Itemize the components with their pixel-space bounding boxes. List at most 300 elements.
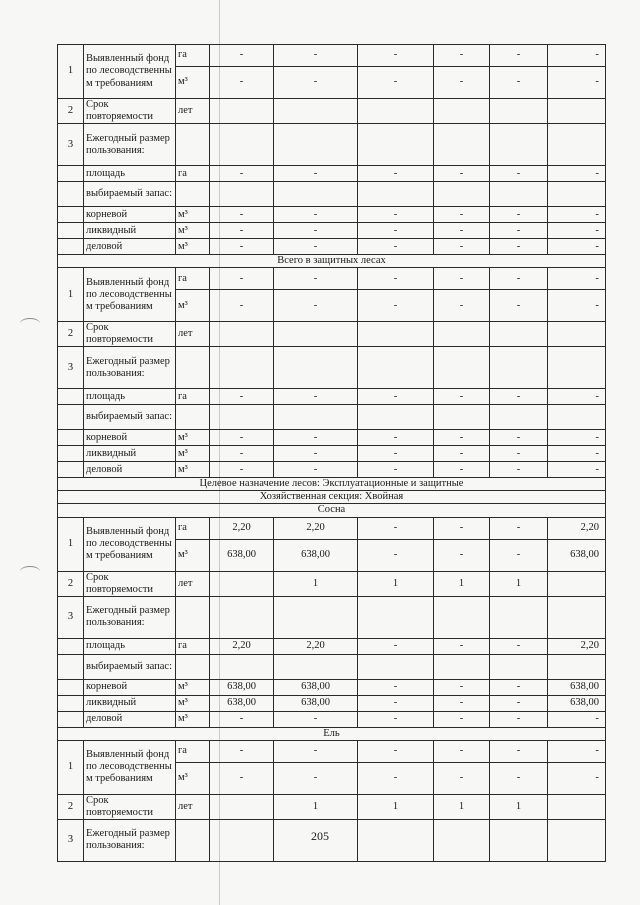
value-cell: - <box>490 446 548 462</box>
value-cell: - <box>434 679 490 695</box>
value-cell: - <box>434 539 490 571</box>
value-cell: - <box>358 711 434 727</box>
value-cell: - <box>358 430 434 446</box>
value-cell: - <box>210 462 274 478</box>
unit-cell: м³ <box>176 430 210 446</box>
value-cell: - <box>274 430 358 446</box>
value-cell <box>210 124 274 166</box>
value-cell <box>274 405 358 430</box>
row-label: площадь <box>84 638 176 654</box>
section-title: Хозяйственная секция: Хвойная <box>58 491 606 504</box>
value-cell: - <box>274 462 358 478</box>
value-cell: - <box>548 223 606 239</box>
row-label: корневой <box>84 430 176 446</box>
value-cell <box>210 794 274 819</box>
row-number: 1 <box>58 45 84 99</box>
value-cell: - <box>358 45 434 67</box>
value-cell <box>434 654 490 679</box>
table-row <box>58 430 606 446</box>
row-label: ликвидный <box>84 695 176 711</box>
row-label: деловой <box>84 711 176 727</box>
section-header-row <box>58 491 606 504</box>
table-row <box>58 347 606 389</box>
value-cell <box>358 322 434 347</box>
value-cell <box>434 347 490 389</box>
value-cell: - <box>274 268 358 290</box>
value-cell: - <box>358 67 434 99</box>
value-cell: - <box>274 389 358 405</box>
value-cell: - <box>548 268 606 290</box>
row-number <box>58 207 84 223</box>
table-row <box>58 711 606 727</box>
value-cell <box>274 124 358 166</box>
value-cell: 638,00 <box>210 679 274 695</box>
value-cell: - <box>490 290 548 322</box>
table-row <box>58 446 606 462</box>
value-cell: - <box>434 762 490 794</box>
row-number <box>58 638 84 654</box>
section-header-row <box>58 255 606 268</box>
value-cell: 1 <box>490 571 548 596</box>
unit-cell: м³ <box>176 679 210 695</box>
value-cell <box>358 347 434 389</box>
row-label: Ежегодный размер пользования: <box>84 819 176 861</box>
value-cell: - <box>434 430 490 446</box>
value-cell <box>548 182 606 207</box>
value-cell: 638,00 <box>548 539 606 571</box>
unit-cell: м³ <box>176 446 210 462</box>
value-cell: - <box>490 166 548 182</box>
row-number: 3 <box>58 596 84 638</box>
value-cell: - <box>434 290 490 322</box>
row-label: Ежегодный размер пользования: <box>84 347 176 389</box>
row-label: Выявленный фонд по лесоводственны м требованиям <box>84 740 176 794</box>
unit-cell: лет <box>176 571 210 596</box>
value-cell: 1 <box>358 794 434 819</box>
value-cell <box>210 571 274 596</box>
value-cell <box>548 794 606 819</box>
value-cell: - <box>490 462 548 478</box>
value-cell: - <box>490 539 548 571</box>
value-cell: - <box>490 268 548 290</box>
value-cell: - <box>434 239 490 255</box>
value-cell: 638,00 <box>210 539 274 571</box>
table-row <box>58 462 606 478</box>
row-label: Срок повторяемости <box>84 571 176 596</box>
section-title: Ель <box>58 727 606 740</box>
row-label: ликвидный <box>84 223 176 239</box>
row-number <box>58 679 84 695</box>
value-cell <box>210 654 274 679</box>
row-number <box>58 430 84 446</box>
table-row <box>58 695 606 711</box>
row-label: выбираемый запас: <box>84 654 176 679</box>
value-cell: - <box>210 45 274 67</box>
value-cell: 2,20 <box>210 517 274 539</box>
punch-hole-mark <box>20 566 40 577</box>
value-cell: - <box>490 239 548 255</box>
value-cell: - <box>358 446 434 462</box>
value-cell <box>358 99 434 124</box>
row-label: Ежегодный размер пользования: <box>84 596 176 638</box>
value-cell: - <box>274 740 358 762</box>
row-number <box>58 223 84 239</box>
unit-cell: га <box>176 45 210 67</box>
value-cell: - <box>548 45 606 67</box>
unit-cell <box>176 182 210 207</box>
value-cell <box>210 99 274 124</box>
value-cell: - <box>358 462 434 478</box>
section-title: Всего в защитных лесах <box>58 255 606 268</box>
value-cell: - <box>210 389 274 405</box>
value-cell: 638,00 <box>274 539 358 571</box>
value-cell <box>548 124 606 166</box>
value-cell: - <box>490 762 548 794</box>
value-cell: - <box>434 740 490 762</box>
value-cell: - <box>548 711 606 727</box>
row-label: Срок повторяемости <box>84 794 176 819</box>
value-cell: - <box>210 239 274 255</box>
value-cell: 638,00 <box>274 679 358 695</box>
value-cell <box>490 405 548 430</box>
value-cell: - <box>548 462 606 478</box>
value-cell <box>548 322 606 347</box>
unit-cell: лет <box>176 322 210 347</box>
value-cell: - <box>358 638 434 654</box>
value-cell: 1 <box>274 794 358 819</box>
value-cell: - <box>434 45 490 67</box>
unit-cell: м³ <box>176 207 210 223</box>
value-cell: - <box>434 67 490 99</box>
row-label: Срок повторяемости <box>84 99 176 124</box>
value-cell: - <box>490 389 548 405</box>
row-label: деловой <box>84 462 176 478</box>
value-cell <box>210 182 274 207</box>
value-cell <box>274 347 358 389</box>
value-cell: - <box>210 430 274 446</box>
unit-cell: лет <box>176 99 210 124</box>
value-cell: - <box>274 67 358 99</box>
section-header-row <box>58 727 606 740</box>
value-cell <box>210 347 274 389</box>
page-number: 205 <box>311 829 329 843</box>
value-cell <box>210 405 274 430</box>
value-cell <box>490 182 548 207</box>
value-cell: - <box>548 290 606 322</box>
value-cell <box>548 347 606 389</box>
row-label: Выявленный фонд по лесоводственны м требованиям <box>84 45 176 99</box>
value-cell: - <box>490 430 548 446</box>
value-cell: - <box>358 166 434 182</box>
value-cell: - <box>210 762 274 794</box>
value-cell: - <box>434 462 490 478</box>
value-cell: - <box>274 711 358 727</box>
value-cell: - <box>274 446 358 462</box>
unit-cell: га <box>176 166 210 182</box>
row-label: выбираемый запас: <box>84 182 176 207</box>
value-cell: - <box>210 740 274 762</box>
value-cell: - <box>490 223 548 239</box>
value-cell <box>490 322 548 347</box>
table-row <box>58 166 606 182</box>
value-cell <box>548 596 606 638</box>
unit-cell: м³ <box>176 762 210 794</box>
value-cell: - <box>434 695 490 711</box>
value-cell: - <box>548 166 606 182</box>
value-cell: - <box>548 389 606 405</box>
table-row <box>58 223 606 239</box>
table-row <box>58 182 606 207</box>
value-cell: - <box>210 67 274 99</box>
table-row <box>58 638 606 654</box>
row-number <box>58 695 84 711</box>
value-cell: - <box>434 207 490 223</box>
value-cell: - <box>548 740 606 762</box>
value-cell: - <box>490 45 548 67</box>
table-row <box>58 596 606 638</box>
row-number: 2 <box>58 571 84 596</box>
value-cell <box>490 124 548 166</box>
row-label: площадь <box>84 389 176 405</box>
value-cell <box>274 99 358 124</box>
row-label: корневой <box>84 207 176 223</box>
unit-cell <box>176 405 210 430</box>
unit-cell: м³ <box>176 695 210 711</box>
row-number <box>58 182 84 207</box>
value-cell: 638,00 <box>210 695 274 711</box>
unit-cell: м³ <box>176 223 210 239</box>
value-cell: - <box>358 239 434 255</box>
value-cell: - <box>358 268 434 290</box>
unit-cell: лет <box>176 794 210 819</box>
unit-cell: м³ <box>176 711 210 727</box>
row-label: Срок повторяемости <box>84 322 176 347</box>
row-number <box>58 166 84 182</box>
unit-cell: м³ <box>176 239 210 255</box>
value-cell: - <box>358 290 434 322</box>
value-cell: 1 <box>434 794 490 819</box>
value-cell <box>434 124 490 166</box>
value-cell: - <box>210 290 274 322</box>
value-cell <box>358 596 434 638</box>
value-cell: - <box>548 67 606 99</box>
value-cell <box>274 654 358 679</box>
table-row <box>58 239 606 255</box>
value-cell <box>210 596 274 638</box>
value-cell: - <box>358 740 434 762</box>
value-cell <box>548 571 606 596</box>
value-cell <box>490 654 548 679</box>
value-cell <box>548 99 606 124</box>
value-cell: - <box>434 711 490 727</box>
table-row <box>58 268 606 290</box>
value-cell <box>490 347 548 389</box>
value-cell: - <box>358 762 434 794</box>
value-cell <box>548 405 606 430</box>
value-cell: - <box>358 679 434 695</box>
value-cell: - <box>274 762 358 794</box>
value-cell: - <box>490 711 548 727</box>
value-cell: 2,20 <box>210 638 274 654</box>
unit-cell <box>176 124 210 166</box>
row-label: деловой <box>84 239 176 255</box>
section-header-row <box>58 504 606 517</box>
value-cell <box>358 182 434 207</box>
row-number: 2 <box>58 322 84 347</box>
table-row <box>58 45 606 67</box>
value-cell <box>358 654 434 679</box>
value-cell: - <box>434 268 490 290</box>
value-cell: 638,00 <box>548 695 606 711</box>
value-cell: - <box>434 517 490 539</box>
row-label: корневой <box>84 679 176 695</box>
table-row <box>58 389 606 405</box>
value-cell <box>434 405 490 430</box>
value-cell: 2,20 <box>548 517 606 539</box>
row-number: 2 <box>58 794 84 819</box>
table-row <box>58 322 606 347</box>
value-cell <box>210 322 274 347</box>
row-number <box>58 711 84 727</box>
row-label: Выявленный фонд по лесоводственны м требованиям <box>84 517 176 571</box>
row-number: 2 <box>58 99 84 124</box>
value-cell: 2,20 <box>274 517 358 539</box>
unit-cell: га <box>176 517 210 539</box>
value-cell <box>274 596 358 638</box>
value-cell: - <box>490 695 548 711</box>
value-cell: - <box>274 45 358 67</box>
value-cell: 1 <box>434 571 490 596</box>
row-number <box>58 462 84 478</box>
row-number: 3 <box>58 819 84 861</box>
punch-hole-mark <box>20 318 40 329</box>
value-cell <box>434 99 490 124</box>
row-number: 3 <box>58 124 84 166</box>
value-cell: - <box>434 638 490 654</box>
value-cell: - <box>210 223 274 239</box>
table-row <box>58 740 606 762</box>
value-cell: 2,20 <box>274 638 358 654</box>
value-cell <box>490 99 548 124</box>
table-row <box>58 99 606 124</box>
unit-cell: м³ <box>176 67 210 99</box>
value-cell: 638,00 <box>274 695 358 711</box>
row-number: 1 <box>58 517 84 571</box>
value-cell: - <box>548 762 606 794</box>
value-cell <box>434 322 490 347</box>
row-number <box>58 654 84 679</box>
row-number: 3 <box>58 347 84 389</box>
value-cell: - <box>274 166 358 182</box>
value-cell: 1 <box>490 794 548 819</box>
row-number: 1 <box>58 268 84 322</box>
value-cell: - <box>274 207 358 223</box>
value-cell: - <box>548 430 606 446</box>
table-row <box>58 124 606 166</box>
value-cell: - <box>490 517 548 539</box>
value-cell: - <box>210 268 274 290</box>
value-cell: - <box>358 207 434 223</box>
unit-cell <box>176 596 210 638</box>
row-label: ликвидный <box>84 446 176 462</box>
value-cell: - <box>358 695 434 711</box>
row-label: Ежегодный размер пользования: <box>84 124 176 166</box>
value-cell: - <box>548 207 606 223</box>
value-cell <box>490 596 548 638</box>
row-label: Выявленный фонд по лесоводственны м требованиям <box>84 268 176 322</box>
value-cell: - <box>358 517 434 539</box>
value-cell: - <box>210 207 274 223</box>
value-cell: - <box>490 740 548 762</box>
section-title: Сосна <box>58 504 606 517</box>
value-cell: - <box>210 166 274 182</box>
value-cell: - <box>434 223 490 239</box>
value-cell: - <box>434 166 490 182</box>
unit-cell: га <box>176 268 210 290</box>
value-cell <box>274 322 358 347</box>
table-row <box>58 571 606 596</box>
value-cell: - <box>358 223 434 239</box>
value-cell <box>434 182 490 207</box>
value-cell: - <box>490 207 548 223</box>
section-header-row <box>58 478 606 491</box>
value-cell <box>358 124 434 166</box>
unit-cell: м³ <box>176 462 210 478</box>
value-cell: - <box>274 239 358 255</box>
value-cell: - <box>490 679 548 695</box>
unit-cell: м³ <box>176 539 210 571</box>
value-cell: - <box>548 239 606 255</box>
table-row <box>58 679 606 695</box>
table-row <box>58 405 606 430</box>
row-number <box>58 239 84 255</box>
value-cell: - <box>548 446 606 462</box>
table-row <box>58 517 606 539</box>
row-number <box>58 405 84 430</box>
value-cell: 638,00 <box>548 679 606 695</box>
unit-cell: га <box>176 740 210 762</box>
value-cell: - <box>358 389 434 405</box>
value-cell: - <box>274 223 358 239</box>
value-cell: - <box>434 446 490 462</box>
forest-use-table <box>57 44 606 862</box>
unit-cell <box>176 347 210 389</box>
value-cell <box>548 654 606 679</box>
row-number: 1 <box>58 740 84 794</box>
value-cell <box>274 182 358 207</box>
value-cell: 1 <box>274 571 358 596</box>
row-number <box>58 446 84 462</box>
unit-cell: га <box>176 638 210 654</box>
row-number <box>58 389 84 405</box>
unit-cell <box>176 654 210 679</box>
value-cell: - <box>210 711 274 727</box>
value-cell: - <box>490 638 548 654</box>
value-cell: - <box>210 446 274 462</box>
value-cell <box>358 405 434 430</box>
table-row <box>58 794 606 819</box>
table-row <box>58 207 606 223</box>
value-cell: - <box>490 67 548 99</box>
table-row <box>58 654 606 679</box>
value-cell: - <box>358 539 434 571</box>
unit-cell: га <box>176 389 210 405</box>
value-cell: 2,20 <box>548 638 606 654</box>
value-cell <box>434 596 490 638</box>
value-cell: - <box>434 389 490 405</box>
row-label: выбираемый запас: <box>84 405 176 430</box>
section-title: Целевое назначение лесов: Эксплуатационные и защитные <box>58 478 606 491</box>
